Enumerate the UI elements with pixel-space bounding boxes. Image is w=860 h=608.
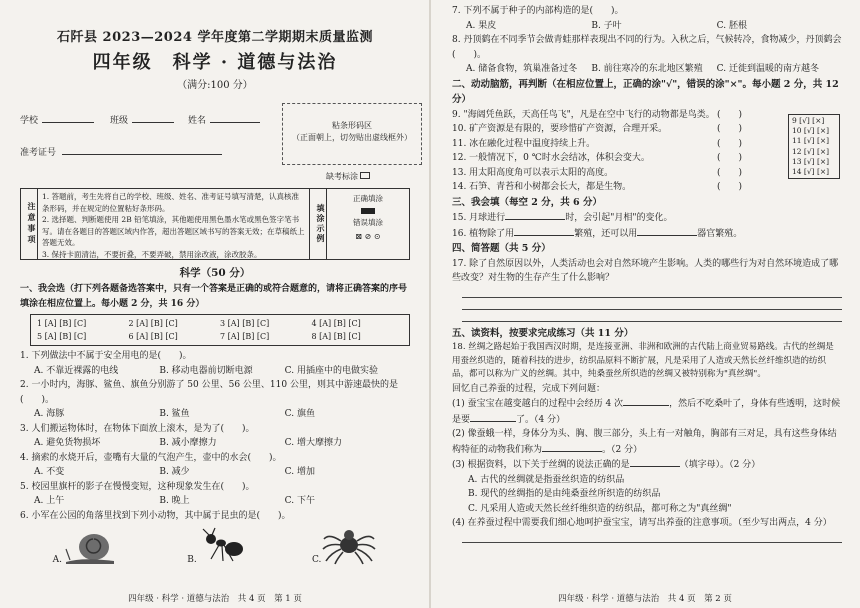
question-7: 7. 下列不属于种子的内部构造的是( )。: [452, 6, 624, 16]
option-b-ant: B.: [187, 527, 246, 565]
page-2: [430, 0, 860, 608]
spider-icon: [321, 525, 377, 565]
option-c-spider: C.: [312, 525, 377, 565]
school-field[interactable]: 学校: [20, 113, 94, 126]
choice-answer-box[interactable]: [30, 314, 410, 346]
q8-options: A. 储备食物，筑巢准备过冬 B. 前往寒冷的东北地区繁殖 C. 迁徙到温暖的南方越冬: [466, 64, 819, 74]
question-15: 15. 月球进行 时，会引起"月相"的变化。: [452, 210, 842, 226]
section2-title: 二、动动脑筋，再判断（在相应位置上，正确的涂"√"，错误的涂"×"。每小题 2 分，共 12 分）: [452, 78, 839, 105]
student-info: [20, 99, 410, 169]
q4-options: A. 不变 B. 减少 C. 增加: [34, 467, 315, 477]
question-2: 2. 一小时内，海豚、鲨鱼、旗鱼分别游了 50 公里、56 公里、110 公里，则其中游速最快的是( )。: [20, 380, 398, 405]
section5-title: 五、读资料，按要求完成练习（共 11 分）: [452, 327, 634, 339]
science-section-title: 科学（50 分）: [179, 267, 251, 279]
snail-icon: [62, 531, 122, 565]
q16-blank-1[interactable]: [514, 226, 574, 236]
full-score: （满分:100 分）: [177, 80, 253, 91]
notice-text: 1. 答题前，考生先将自己的学校、班级、姓名、准考证号填写清楚，认真核准条形码，并在规定的位置粘好条形码。 2. 选择题、判断题使用 2B 铅笔填涂，其他题使用黑色墨水笔或黑色签字笔书写。请在各题目的答题区域内作答，超出答题区域书写的答案无效；在草稿纸上答题无效。 3. 保持卡面清洁，不要折叠，不要弄破，禁用涂改液，涂改胶条。: [38, 189, 310, 259]
question-14: 14. 石笋、青苔和小树都会长大，都是生物。 ( ): [452, 182, 742, 192]
q6-animal-images: [20, 523, 410, 565]
q18-1-blank-1[interactable]: [623, 396, 669, 406]
notice-label: 注意事项: [21, 189, 38, 259]
q18-part-4: (4) 在养蚕过程中需要我们细心地呵护蚕宝宝，请写出养蚕的注意事项。（至少写出两点，4 分）: [452, 518, 832, 528]
absent-checkbox[interactable]: [360, 172, 370, 179]
page-2-footer: 四年级 · 科学 · 道德与法治 共 4 页 第 2 页: [558, 594, 732, 604]
question-5: 5. 校园里旗杆的影子在慢慢变短，这种现象发生在( )。: [20, 481, 255, 492]
q5-options: A. 上午 B. 晚上 C. 下午: [34, 496, 315, 506]
judgement-answer-box[interactable]: 9 [√] [×] 10 [√] [×] 11 [√] [×] 12 [√] [×] 13 [√] [×] 14 [√] [×]: [788, 114, 840, 179]
q17-answer-line-1[interactable]: [462, 286, 842, 298]
exam-header-line: 石阡县 2023—2024 学年度第二学期期末质量监测: [57, 30, 373, 45]
q18-3-option-b: B. 现代的丝绸指的是由纯桑蚕丝所织造的纺织品: [468, 489, 661, 499]
q17-answer-line-2[interactable]: [462, 298, 842, 310]
exam-number-field[interactable]: 准考证号: [20, 145, 222, 158]
q18-4-answer-line[interactable]: [462, 531, 842, 543]
name-field[interactable]: 姓名: [188, 113, 260, 126]
question-10: 10. 矿产资源是有限的，要珍惜矿产资源，合理开采。 ( ): [452, 124, 742, 134]
question-18-intro: 18. 丝绸之路起始于我国西汉时期，是连接亚洲、非洲和欧洲的古代陆上商业贸易路线。古代的丝绸是用蚕丝织造的，随着科技的进步，纺织品原料不断扩展，凡是采用了人造或天然长丝纤维织造的纺织品，都可以称为广义的丝绸。其中，纯桑蚕丝所织造的丝绸又被特别称为"真丝绸"。: [452, 342, 834, 379]
section1-title: 一、我会选（打下列各题备选答案中，只有一个答案是正确的或符合题意的，请将正确答案的序号填涂在相应位置上。每小题 2 分，共 16 分）: [20, 284, 408, 309]
question-17: 17. 除了自然原因以外，人类活动也会对自然环境产生影响。人类的哪些行为对自然环境造成了哪些改变？对生物的生存产生了什么影响？: [452, 258, 839, 283]
wrong-fill-marks: ⊠ ⊘ ⊙: [355, 232, 381, 241]
q18-part-1: (1) 蚕宝宝在越变越白的过程中会经历 4 次 ，然后不吃桑叶了，身体有些透明，这时候是要 了。（4 分）: [452, 396, 842, 427]
correct-fill-mark: [361, 208, 375, 214]
ant-icon: [197, 527, 247, 565]
question-6: 6. 小军在公园的角落里找到下列小动物，其中属于昆虫的是( )。: [20, 510, 291, 521]
q17-answer-line-3[interactable]: [462, 310, 842, 322]
judgement-questions: [452, 108, 842, 195]
q18-part-3: (3) 根据资料，以下关于丝绸的说法正确的是 （填字母）。（2 分）: [452, 457, 842, 473]
absent-mark[interactable]: 缺考标涂: [20, 171, 410, 182]
page-1-footer: 四年级 · 科学 · 道德与法治 共 4 页 第 1 页: [128, 594, 302, 604]
fill-example: 正确填涂 错误填涂 ⊠ ⊘ ⊙: [327, 189, 409, 259]
q15-blank[interactable]: [505, 210, 565, 220]
answer-row-2: 5 [A] [B] [C] 6 [A] [B] [C] 7 [A] [B] [C] 8 [A] [B] [C]: [37, 332, 361, 341]
notice-box: [20, 188, 410, 260]
answer-row-1: 1 [A] [B] [C] 2 [A] [B] [C] 3 [A] [B] [C] 4 [A] [B] [C]: [37, 319, 361, 328]
question-1: 1. 下列做法中不属于安全用电的是( )。: [20, 351, 192, 361]
q18-hint: 回忆自己养蚕的过程，完成下列问题：: [452, 383, 606, 394]
option-a-snail: A.: [53, 531, 122, 565]
barcode-area: 粘条形码区 （正面朝上，切勿贴出虚线框外）: [282, 103, 422, 165]
q18-1-blank-2[interactable]: [470, 412, 516, 422]
q7-options: A. 果皮 B. 子叶 C. 胚根: [466, 20, 747, 31]
q18-3-option-c: C. 凡采用人造或天然长丝纤维织造的纺织品，都可称之为"真丝绸": [468, 503, 732, 514]
class-field[interactable]: 班级: [110, 113, 174, 126]
question-12: 12. 一般情况下，0 ℃时水会结冰，体积会变大。 ( ): [452, 153, 742, 163]
section3-title: 三、我会填（每空 2 分，共 6 分）: [452, 196, 602, 208]
q16-blank-2[interactable]: [637, 226, 697, 236]
question-13: 13. 用太阳高度角可以表示太阳的高度。 ( ): [452, 167, 742, 178]
question-4: 4. 摘索的水烧开后，壶嘴有大量的气泡产生，壶中的水会( )。: [20, 452, 282, 463]
exam-title: 四年级 科学 · 道德与法治: [92, 52, 338, 73]
question-8: 8. 丹顶鹤在不同季节会做青蛙那样表现出不同的行为。入秋之后，气候转冷，食物减少，丹顶鹤会( )。: [452, 35, 842, 60]
q1-options: A. 不靠近裸露的电线 B. 移动电器前切断电源 C. 用插座中的电做实验: [34, 365, 378, 376]
q3-options: A. 避免货物损坏 B. 减小摩擦力 C. 增大摩擦力: [34, 438, 342, 448]
question-11: 11. 冰在融化过程中温度持续上升。 ( ): [452, 138, 742, 149]
question-3: 3. 人们搬运物体时，在物体下面放上滚木，是为了( )。: [20, 423, 255, 434]
q18-3-blank[interactable]: [630, 457, 680, 467]
q18-part-2: (2) 像蚕蛾一样，身体分为头、胸、腹三部分，头上有一对触角，胸部有三对足，具有这些身体结构特征的动物我们称为 。（2 分）: [452, 429, 837, 455]
section4-title: 四、简答题（共 5 分）: [452, 243, 551, 254]
q2-options: A. 海豚 B. 鲨鱼 C. 旗鱼: [34, 409, 315, 419]
q18-2-blank[interactable]: [542, 442, 602, 452]
fill-example-label: 填涂示例: [310, 189, 327, 259]
q18-3-option-a: A. 古代的丝绸就是指蚕丝织造的纺织品: [468, 474, 625, 485]
question-9: 9. "海阔凭鱼跃，天高任鸟飞"，凡是在空中飞行的动物都是鸟类。 ( ): [452, 109, 742, 120]
question-16: 16. 植物除了用 繁殖，还可以用 器官繁殖。: [452, 226, 842, 242]
